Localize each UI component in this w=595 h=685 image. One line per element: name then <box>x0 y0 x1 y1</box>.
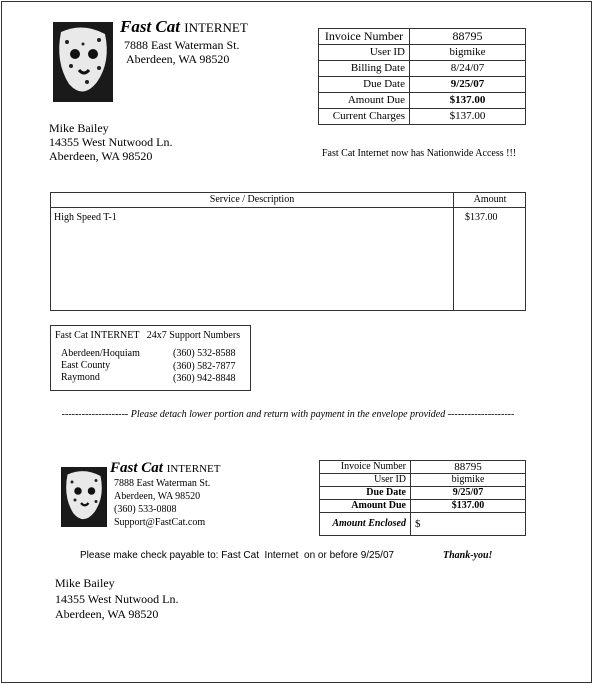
user-id-label: User ID <box>319 45 410 61</box>
table-row <box>319 109 526 125</box>
company-address-line1: 7888 East Waterman St. <box>124 38 240 52</box>
table-row <box>320 461 526 474</box>
service-row-amount: $137.00 <box>465 212 498 223</box>
company-name-bottom <box>110 460 220 477</box>
amount-due-value-bottom: $137.00 <box>411 500 526 513</box>
cheetah-logo-image <box>53 22 113 102</box>
support-phone-3: (360) 942-8848 <box>173 373 236 384</box>
nationwide-notice: Fast Cat Internet now has Nationwide Access !!! <box>322 148 517 159</box>
service-row-desc: High Speed T-1 <box>54 212 117 223</box>
due-date-label-bottom: Due Date <box>320 487 411 500</box>
customer-name: Mike Bailey <box>49 121 109 135</box>
amount-due-label-bottom: Amount Due <box>320 500 411 513</box>
cheetah-logo-image-small <box>61 467 107 527</box>
brand-suffix-bottom: INTERNET <box>166 463 221 475</box>
table-row <box>320 474 526 487</box>
customer-street: 14355 West Nutwood Ln. <box>49 135 173 149</box>
table-row <box>320 513 526 536</box>
billing-date-value: 8/24/07 <box>410 61 526 77</box>
billing-date-label: Billing Date <box>319 61 410 77</box>
company-address-line2: Aberdeen, WA 98520 <box>126 52 230 66</box>
invoice-number-label: Invoice Number <box>319 29 410 45</box>
current-charges-value: $137.00 <box>410 109 526 125</box>
table-row <box>319 61 526 77</box>
payment-instruction: Please make check payable to: Fast Cat Internet on or before 9/25/07 <box>80 550 395 561</box>
remittance-table <box>319 460 526 536</box>
remit-customer-name: Mike Bailey <box>55 576 115 590</box>
invoice-summary-table <box>318 28 526 125</box>
support-title: Fast Cat INTERNET 24x7 Support Numbers <box>55 330 241 341</box>
support-numbers-box <box>50 325 251 391</box>
support-area-1: Aberdeen/Hoquiam <box>61 348 140 359</box>
table-row <box>320 487 526 500</box>
amount-due-value: $137.00 <box>410 93 526 109</box>
remit-address-line1: 7888 East Waterman St. <box>114 478 211 489</box>
amount-due-label: Amount Due <box>319 93 410 109</box>
table-row <box>319 93 526 109</box>
services-table <box>50 192 526 311</box>
support-area-3: Raymond <box>61 372 100 383</box>
thank-you-note: Thank-you! <box>443 550 493 561</box>
due-date-value: 9/25/07 <box>410 77 526 93</box>
invoice-number-label-bottom: Invoice Number <box>320 461 411 474</box>
support-area-2: East County <box>61 360 111 371</box>
detach-instruction: -------------------- Please detach lower portion and return with payment in the envelope provided -------------------- <box>61 409 515 420</box>
remit-customer-city: Aberdeen, WA 98520 <box>55 607 159 621</box>
due-date-value-bottom: 9/25/07 <box>411 487 526 500</box>
support-phone-2: (360) 582-7877 <box>173 361 236 372</box>
amount-header: Amount <box>473 194 507 205</box>
support-email: Support@FastCat.com <box>114 517 206 528</box>
user-id-value: bigmike <box>410 45 526 61</box>
brand-suffix: INTERNET <box>184 20 248 35</box>
table-row <box>319 77 526 93</box>
invoice-number-value: 88795 <box>410 29 526 45</box>
brand-name: Fast Cat <box>120 17 180 36</box>
table-row <box>320 500 526 513</box>
column-divider <box>453 193 454 310</box>
remit-address-line2: Aberdeen, WA 98520 <box>114 491 201 502</box>
current-charges-label: Current Charges <box>319 109 410 125</box>
amount-enclosed-field[interactable]: $ <box>411 513 526 536</box>
user-id-label-bottom: User ID <box>320 474 411 487</box>
remit-customer-street: 14355 West Nutwood Ln. <box>55 592 179 606</box>
brand-name-bottom: Fast Cat <box>110 460 163 476</box>
support-phone-1: (360) 532-8588 <box>173 348 236 359</box>
table-row <box>319 45 526 61</box>
amount-enclosed-label: Amount Enclosed <box>320 513 411 536</box>
due-date-label: Due Date <box>319 77 410 93</box>
table-row <box>319 29 526 45</box>
service-description-header: Service / Description <box>209 194 295 205</box>
user-id-value-bottom: bigmike <box>411 474 526 487</box>
invoice-number-value-bottom: 88795 <box>411 461 526 474</box>
remit-phone: (360) 533-0808 <box>114 504 177 515</box>
customer-city: Aberdeen, WA 98520 <box>49 149 153 163</box>
company-name <box>120 17 248 37</box>
